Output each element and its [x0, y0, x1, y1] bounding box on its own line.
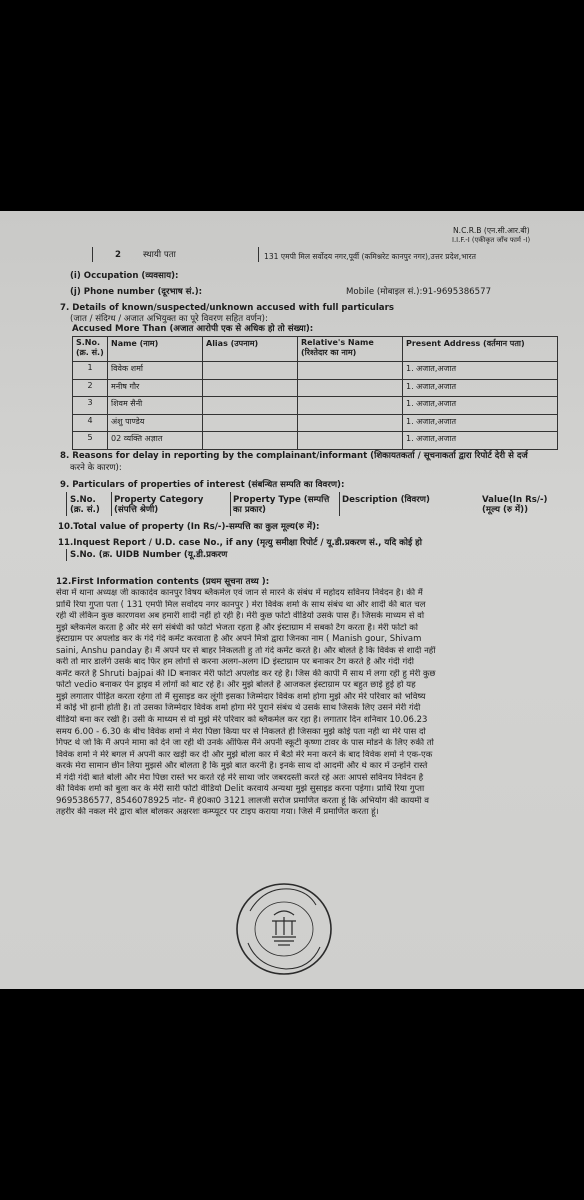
property-description-header: Description (विवरण): [342, 495, 430, 505]
row-name: शिवम सैनी: [108, 397, 203, 415]
accused-table-header: [73, 337, 558, 362]
section-11-title: 11.Inquest Report / U.D. case No., if any (मृत्यु समीक्षा रिपोर्ट / यू.डी.प्रकरण सं., यदि कोई हो: [58, 538, 422, 548]
table-row: [73, 397, 558, 415]
col-address: Present Address (वर्तमान पता): [403, 337, 558, 362]
row-alias: [203, 379, 298, 397]
fir-text-line: में गंदी गंदी बाते बोली और मेरा पिछा रास्ते भर करते रहे मेरे साथा जोर जबरदस्ती करते रहे अतः आपसे सविनय निवेदन है: [56, 772, 424, 783]
fir-text-line: मुझे ब्लैकमेल करता है और मेरे सगे संबंधी को फोटो भेजता रहता है और इंस्टाग्राम में सबको टैग करता है। मेरी फोटो को: [56, 622, 418, 633]
phone-label: (j) Phone number (दूरभाष सं.):: [70, 287, 203, 297]
fir-text-line: तहरीर की नकल मेरे द्वारा बोल बोलकर अक्षरशः कम्प्यूटर पर टाइप कराया गया। जिसे मैं प्रमाणित करता हूं।: [56, 807, 379, 818]
row-sno: 3: [73, 397, 108, 415]
row-address: 1. अजात,अजात: [403, 362, 558, 380]
row-address: 1. अजात,अजात: [403, 397, 558, 415]
address-row-number: 2: [115, 250, 121, 260]
fir-document-page: [0, 211, 584, 989]
section-11-sub: S.No. (क्र. UIDB Number (यू.डी.प्रकरण: [70, 550, 228, 560]
fir-text-line: कमेंट करते है Shruti bajpai की ID बनाकर मेरी फोटो अपलोड कर रहे है। जिस की कापी मैं साथ में लगा रही हु मेरी कुछ: [56, 668, 436, 679]
fir-text-line: गिफ्ट थे जो कि मैं अपने मामा को देने जा रही थी उनके ऑफिस मैंने अपनी स्कूटी कृष्णा टावर के पास मोडने के लिए रुकी तो: [56, 738, 434, 749]
row-alias: [203, 362, 298, 380]
fir-text-line: सेवा में थाना अध्यक्ष जी काकादेव कानपुर विषय ब्लैकमेल एवं जान से मारने के संबंध में महोदय सविनय निवेदन है। की मैं: [56, 588, 423, 598]
fir-text-line: समय 6.00 - 6.30 के बीच विवेक शर्मा ने मेरा पिछा किया घर से निकलते ही जिसका मुझे कोई पता नही था मेरे पास दो: [56, 726, 426, 737]
fir-text-line: मुझे लगातार पीड़ित करता रहेगा तो मैं सुसाइड कर लूंगी इसका जिम्मेदार विवेक शर्मा होगा मुझे और मेरे परिवार को भविष्य: [56, 691, 426, 702]
row-alias: [203, 397, 298, 415]
police-seal-stamp: [234, 881, 334, 977]
row-address: 1. अजात,अजात: [403, 414, 558, 432]
property-col-divider: [111, 492, 112, 516]
row-relative: [298, 414, 403, 432]
fir-text-line: की विवेक शर्मा को बुला कर के मेरी सारी फोटो वीडियो Delit करवाये अन्यथा मुझे सुसाइड करना पड़ेगा। प्रार्थि रिया गुप्ता: [56, 784, 425, 795]
fir-text-line: रही थी लेकिन कुछ कारणवश अब हमारी शादी नहीं हो रही है। मेरी कुछ फोटो वीडियो उसके पास हैं। जिसके माध्यम से वो: [56, 611, 425, 622]
row-name: विवेक शर्मा: [108, 362, 203, 380]
col-relative: Relative's Name (रिश्तेदार का नाम): [298, 337, 403, 362]
row-relative: [298, 362, 403, 380]
fir-text-line: 9695386577, 8546078925 नोट- मैं हे0का0 3121 लालजी सरोज प्रमाणित करता हूं कि अभियोग की कायमी व: [56, 795, 429, 806]
section-8-line2: करने के कारण):: [70, 463, 122, 473]
property-type-header: Property Type (सम्पत्ति का प्रकार): [233, 495, 330, 515]
fir-text-line: करी तो मार डालेंगे उसके बाद फिर हम लोगों से करना अलग-अलग ID इंस्टाग्राम पर बनाकर टैग करते है और गंदी गंदी: [56, 657, 414, 668]
form-label: I.I.F.-I (एकीकृत जाँच फार्म -I): [452, 236, 531, 244]
fir-text-line: करके मेरा सामान छीन लिया मुझसे और बोलता है कि मुझे बात करनी है। इनके साथ दो आदमी और थे कार में उन्होंने रास्ते: [56, 761, 428, 772]
section-8-line1: 8. Reasons for delay in reporting by the complainant/informant (शिकायतकर्ता / सूचनाकर्ता द्वारा रिपोर्ट देरी से दर्ज: [60, 451, 528, 461]
property-value-header: Value(In Rs/-) (मूल्य (रु में)): [482, 495, 548, 515]
permanent-address-value: 131 एमपी मिल सर्वोदय नगर,पूर्वी (कमिश्नरेट कानपुर नगर),उत्तर प्रदेश,भारत: [264, 252, 476, 261]
section-9-title: 9. Particulars of properties of interest (संबन्धित सम्पति का विवरण):: [60, 480, 345, 490]
row-sno: 5: [73, 432, 108, 450]
fir-text-line: फोटो vedio बनाकर पेन ड्राइव में लोगों को बाट रहे है। और मुझे बोलते है आजकल इंस्टाग्राम पर बहुत छाई हुई हो यह: [56, 680, 416, 691]
row-name: 02 व्यक्ति अज्ञात: [108, 432, 203, 450]
fir-text-line: वीडियो बना कर रखी है। उसी के माध्यम से वो मुझे मेरे परिवार को ब्लैकमेल कर रहा है। लगातार दिन शनिवार 10.06.23: [56, 715, 428, 726]
row-alias: [203, 414, 298, 432]
col-name: Name (नाम): [108, 337, 203, 362]
row-alias: [203, 432, 298, 450]
mobile-number: Mobile (मोबाइल सं.):91-9695386577: [346, 287, 492, 297]
row-sno: 1: [73, 362, 108, 380]
col-sno: S.No.(क्र. सं.): [73, 337, 108, 362]
row-relative: [298, 432, 403, 450]
col-alias: Alias (उपनाम): [203, 337, 298, 362]
row-address: 1. अजात,अजात: [403, 432, 558, 450]
accused-more-than: Accused More Than (अजात आरोपी एक से अधिक हो तो संख्या):: [72, 324, 314, 334]
accused-table: [72, 336, 558, 450]
table-row: [73, 414, 558, 432]
first-information-contents: [56, 588, 564, 819]
fir-text-line: में कोई भी हानी होती है। तो उसका जिम्मेदार विवेक शर्मा होगा मेरे पुराने संबंध थे उसके साथ जिसके लिए उसने मेरी गंदी: [56, 703, 421, 714]
table-row: [73, 432, 558, 450]
property-category-header: Property Category (संपत्ति श्रेणी): [114, 495, 204, 515]
row-sno: 2: [73, 379, 108, 397]
row-name: मनीष गौर: [108, 379, 203, 397]
fir-text-line: प्रार्थि रिया गुप्ता पता ( 131 एमपी मिल सर्वोदय नगर कानपुर ) मेरा विवेक शर्मा के साथ संबंध था और शादी की बात चल: [56, 599, 426, 610]
property-col-divider: [230, 492, 231, 516]
address-row-label: स्थायी पता: [143, 250, 176, 260]
inquest-left-border: [66, 549, 67, 561]
row-sno: 4: [73, 414, 108, 432]
table-row: [73, 362, 558, 380]
fir-text-line: saini, Anshu panday है। मैं अपने घर से बाहर निकलती हु तो गंदे कमेंट करते है। और बोलते है कि विवेक से शादी नहीं: [56, 645, 436, 656]
property-col-divider: [339, 492, 340, 516]
fir-text-line: विवेक शर्मा ने मेरे बगल में अपनी कार खड़ी कर दी और मुझे बोला कार में बैठो मेरे मना करने के बाद विवेक शर्मा ने एक-एक: [56, 749, 433, 760]
fir-text-line: इंस्टाग्राम पर अपलोड कर के गंदे गंदे कमेंट करवाता है और अपने मित्रो द्वारा जिनका नाम ( Manish gour, Shivam: [56, 634, 422, 645]
row-name: अंशु पाण्डेय: [108, 414, 203, 432]
row-relative: [298, 379, 403, 397]
section-10-total-value: 10.Total value of property (In Rs/-)-सम्पत्ति का कुल मूल्य(रु में):: [58, 522, 320, 532]
ncrb-label: N.C.R.B (एन.सी.आर.बी): [453, 226, 530, 235]
section-7-subtitle: (जात / संदिग्ध / अजात अभियुक्त का पूरे विवरण सहित वर्णन):: [70, 314, 268, 324]
property-sno-header: S.No. (क्र. सं.): [70, 495, 100, 515]
section-7-title: 7. Details of known/suspected/unknown accused with full particulars: [60, 303, 394, 313]
row-address: 1. अजात,अजात: [403, 379, 558, 397]
section-12-title: 12.First Information contents (प्रथम सूचना तथ्य ):: [56, 577, 270, 587]
table-row: [73, 379, 558, 397]
occupation-label: (i) Occupation (व्यवसाय):: [70, 271, 179, 281]
row-relative: [298, 397, 403, 415]
address-divider: [258, 247, 259, 262]
